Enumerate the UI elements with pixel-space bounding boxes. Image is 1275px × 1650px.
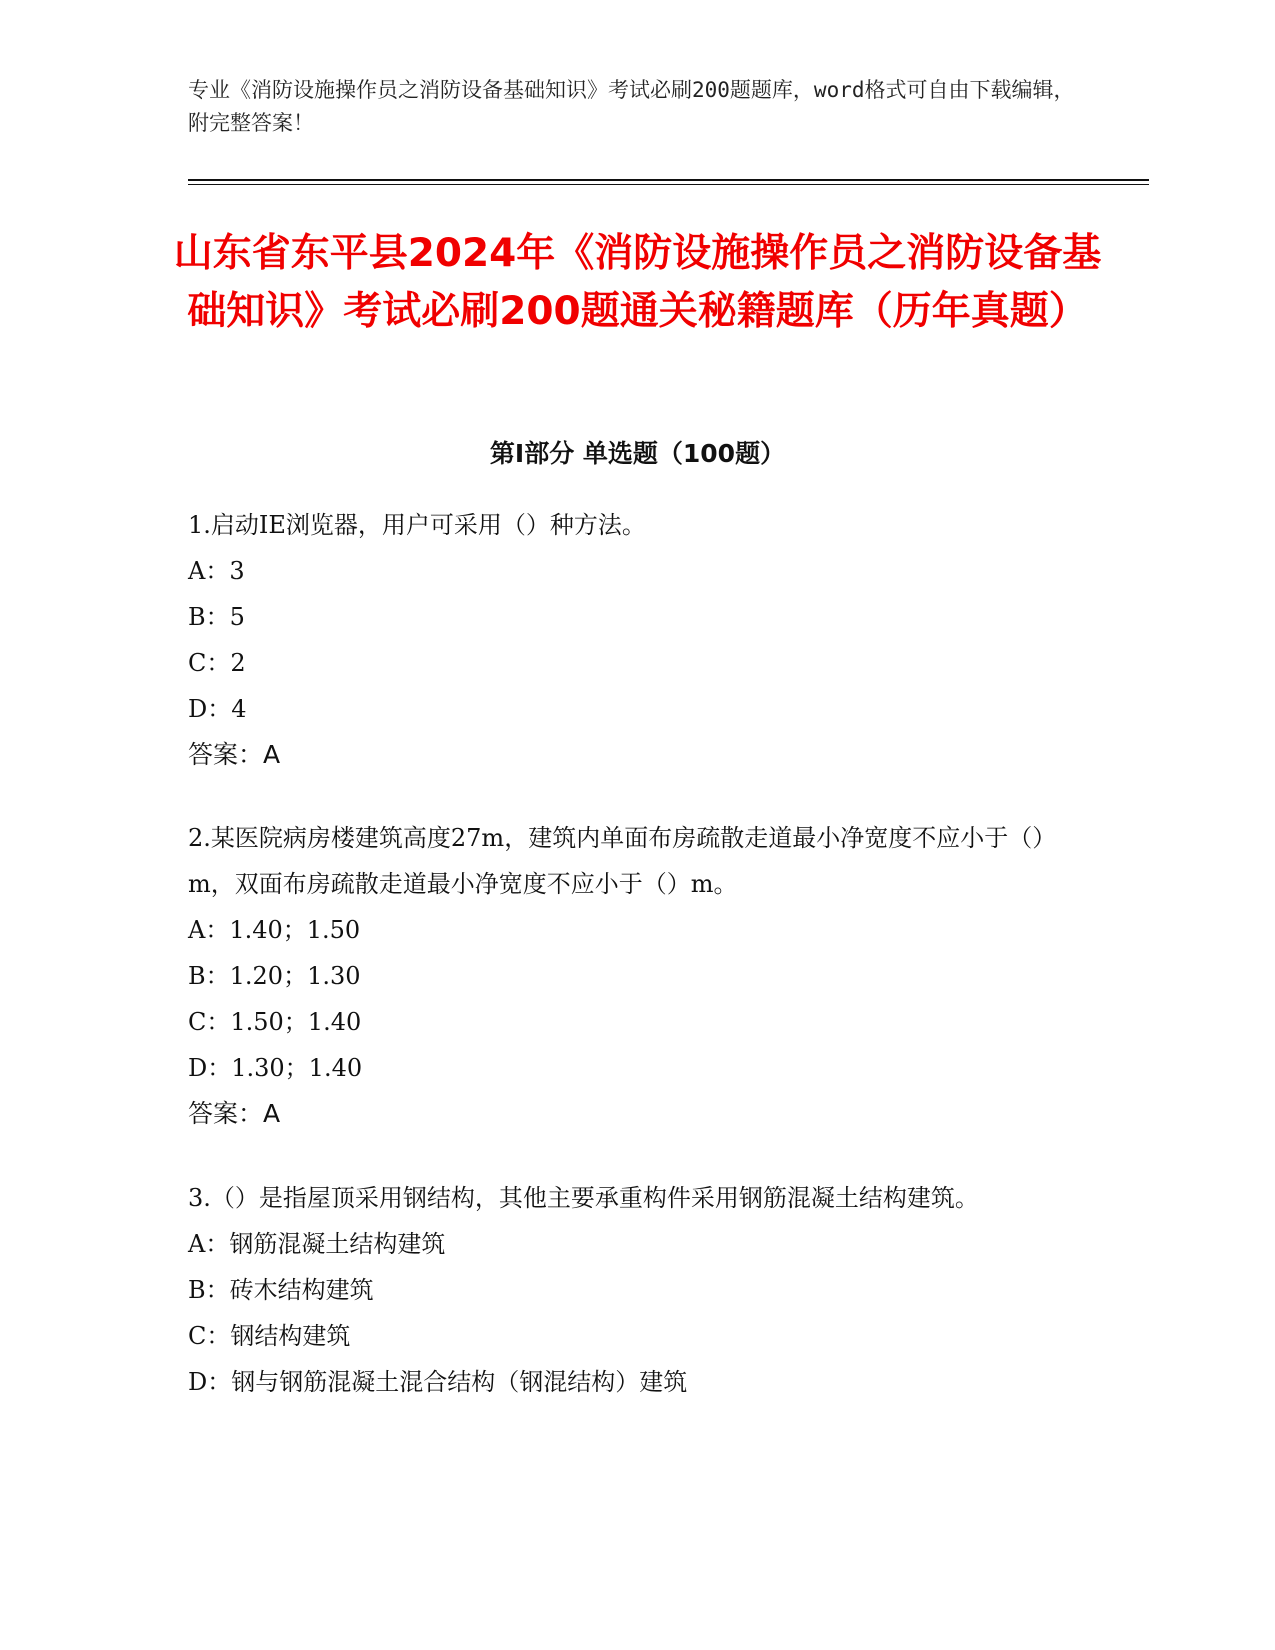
question-stem: 3.（）是指屋顶采用钢结构，其他主要承重构件采用钢筋混凝土结构建筑。 xyxy=(188,1184,979,1212)
option-d: D：1.30；1.40 xyxy=(188,1054,363,1082)
question-stem: 2.某医院病房楼建筑高度27m，建筑内单面布房疏散走道最小净宽度不应小于（）m，双面布房疏散走道最小净宽度不应小于（）m。 xyxy=(188,824,1057,898)
option-c: C：2 xyxy=(188,649,246,677)
option-d: D：钢与钢筋混凝土混合结构（钢混结构）建筑 xyxy=(188,1368,688,1396)
option-b: B：5 xyxy=(188,603,245,631)
option-c: C：钢结构建筑 xyxy=(188,1322,351,1350)
option-b: B：1.20；1.30 xyxy=(188,962,361,990)
document-title: 山东省东平县2024年《消防设施操作员之消防设备基础知识》考试必刷200题通关秘籍题库（历年真题） xyxy=(173,231,1102,334)
option-b: B：砖木结构建筑 xyxy=(188,1276,374,1304)
option-c: C：1.50；1.40 xyxy=(188,1008,362,1036)
question-stem: 1.启动IE浏览器，用户可采用（）种方法。 xyxy=(188,511,646,539)
answer: 答案：A xyxy=(188,1099,281,1128)
question-1 xyxy=(188,502,1088,778)
question-3 xyxy=(188,1175,1088,1405)
header-note: 专业《消防设施操作员之消防设备基础知识》考试必刷200题题库，word格式可自由下载编辑，附完整答案！ xyxy=(188,78,1075,135)
option-a: A：1.40；1.50 xyxy=(188,916,361,944)
header-divider-thin xyxy=(188,184,1149,185)
option-a: A：3 xyxy=(188,557,245,585)
option-d: D：4 xyxy=(188,695,247,723)
question-2 xyxy=(188,815,1088,1137)
answer: 答案：A xyxy=(188,740,281,769)
option-a: A：钢筋混凝土结构建筑 xyxy=(188,1230,446,1258)
header-divider-thick xyxy=(188,179,1149,181)
section-title: 第I部分 单选题（100题） xyxy=(489,439,786,468)
